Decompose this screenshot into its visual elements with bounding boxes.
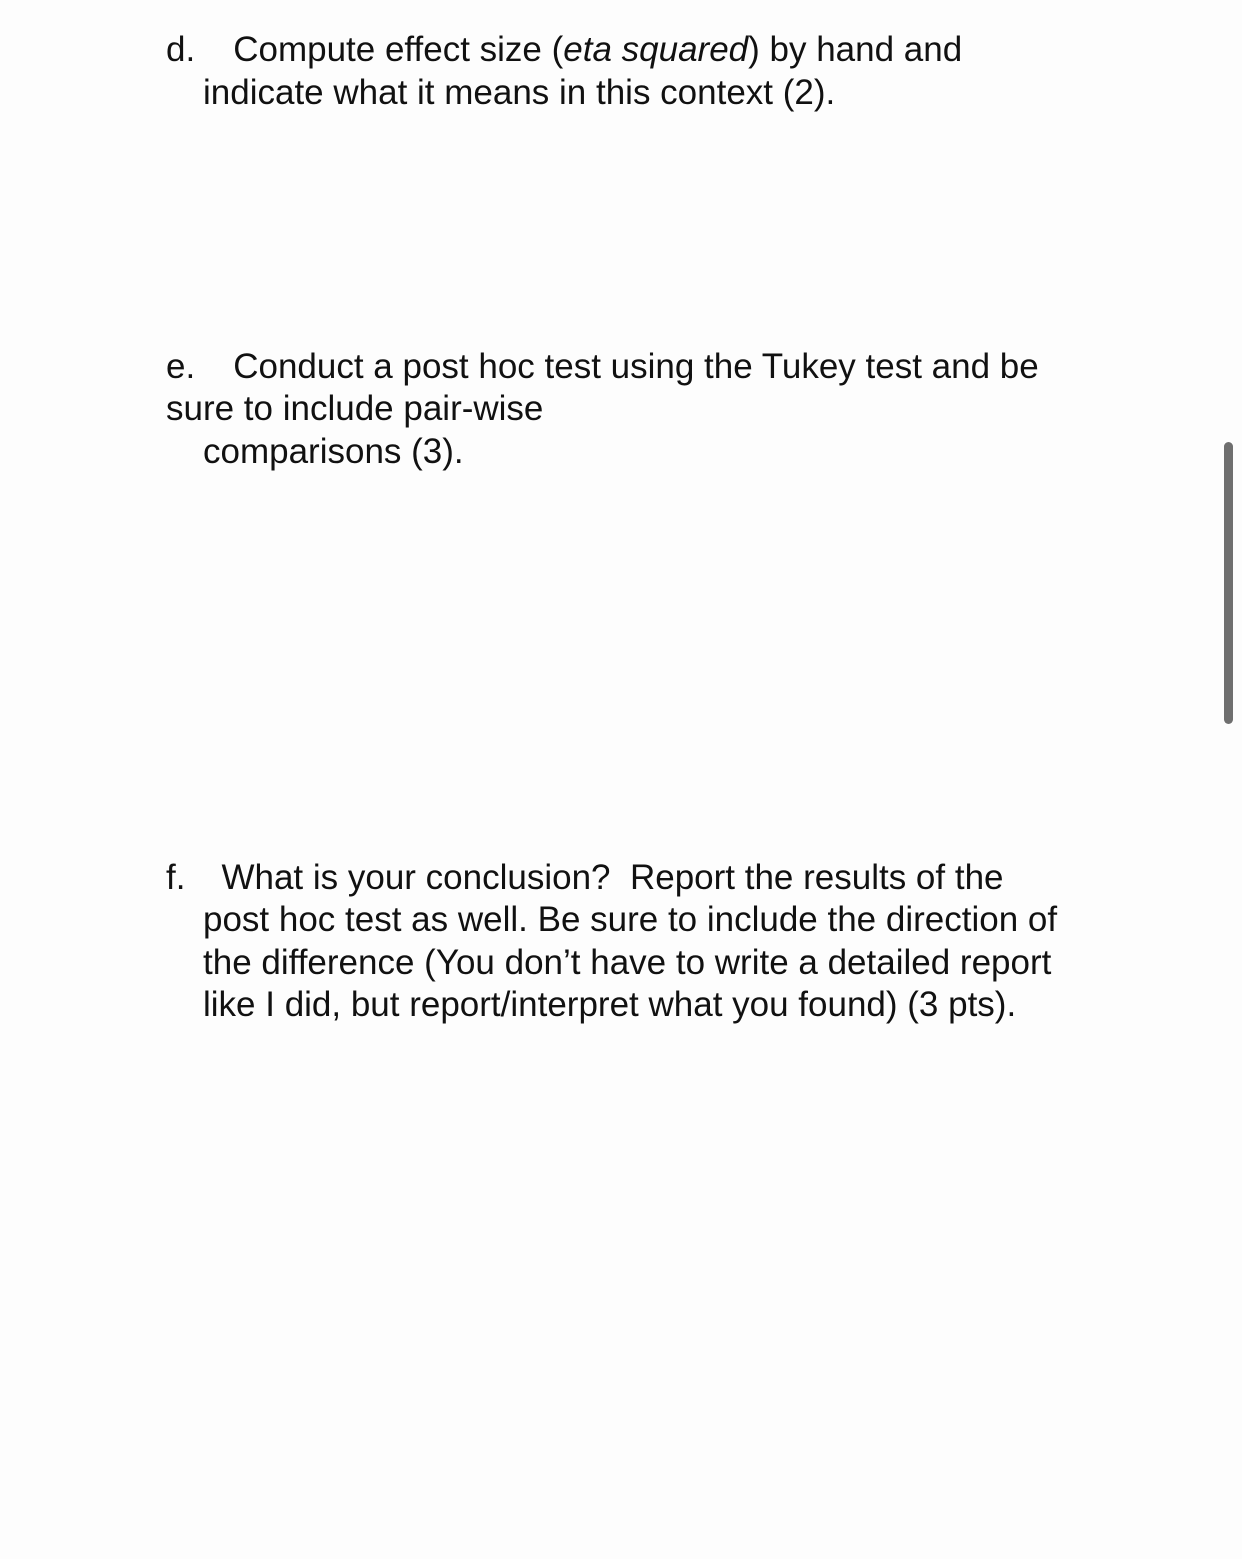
question-e-line-1 xyxy=(166,346,1039,389)
question-f-text-1: What is your conclusion? Report the results of the xyxy=(221,858,1004,897)
question-d-line-1 xyxy=(166,29,962,72)
question-f-line-3: the difference (You don’t have to write a detailed report xyxy=(203,943,1052,982)
question-d-text-pre: Compute effect size ( xyxy=(233,30,564,69)
question-e-line-2: sure to include pair-wise xyxy=(166,389,544,428)
question-e-text-1: Conduct a post hoc test using the Tukey test and be xyxy=(233,347,1039,386)
question-d-italic-term: eta squared xyxy=(563,30,749,69)
question-e-line-3: comparisons (3). xyxy=(203,432,464,471)
question-e-label: e. xyxy=(166,347,196,386)
vertical-scrollbar[interactable] xyxy=(1224,442,1233,724)
question-f-line-2: post hoc test as well. Be sure to include the direction of xyxy=(203,900,1058,939)
question-d-text-post: ) by hand and xyxy=(748,30,963,69)
question-f-line-1 xyxy=(166,857,1004,900)
question-f-label: f. xyxy=(166,858,186,897)
question-d-line-2: indicate what it means in this context (2). xyxy=(203,73,836,112)
question-d-label: d. xyxy=(166,30,196,69)
question-f-line-4: like I did, but report/interpret what you found) (3 pts). xyxy=(203,985,1017,1024)
